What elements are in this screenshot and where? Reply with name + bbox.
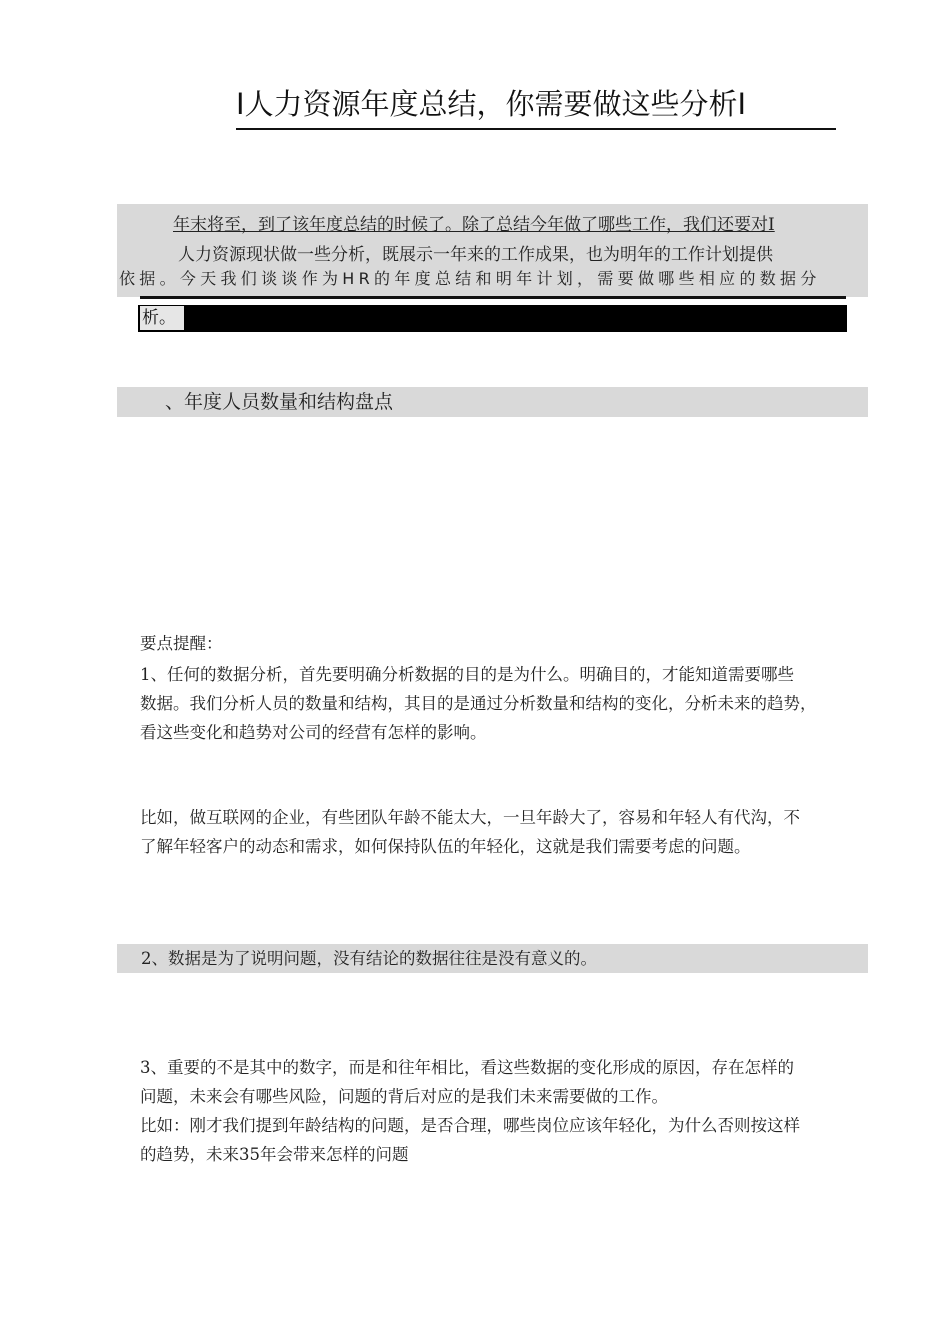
point-1-line-3: 看这些变化和趋势对公司的经营有怎样的影响。 xyxy=(140,723,487,742)
redaction-bar xyxy=(138,305,847,332)
point-1-line-2: 数据。我们分析人员的数量和结构，其目的是通过分析数量和结构的变化，分析未来的趋势， xyxy=(140,694,817,713)
point-3-line-4: 的趋势，未来35年会带来怎样的问题 xyxy=(140,1145,409,1164)
point-3-line-1: 3、重要的不是其中的数字，而是和往年相比，看这些数据的变化形成的原因，存在怎样的 xyxy=(140,1058,794,1077)
intro-box xyxy=(117,204,868,297)
point-3-line-3: 比如：刚才我们提到年龄结构的问题，是否合理，哪些岗位应该年轻化，为什么否则按这样 xyxy=(140,1116,800,1135)
example-1 xyxy=(140,803,875,861)
intro-line-2: 人力资源现状做一些分析，既展示一年来的工作成果，也为明年的工作计划提供 xyxy=(178,245,773,265)
point-1-line-1: 1、任何的数据分析，首先要明确分析数据的目的是为什么。明确目的，才能知道需要哪些 xyxy=(140,665,794,684)
intro-line-4: 析。 xyxy=(140,306,184,330)
intro-divider xyxy=(140,296,846,299)
intro-line-3: 依据。今天我们谈谈作为HR的年度总结和明年计划，需要做哪些相应的数据分 xyxy=(119,269,821,288)
point-1 xyxy=(140,660,875,747)
example-1-line-2: 了解年轻客户的动态和需求，如何保持队伍的年轻化，这就是我们需要考虑的问题。 xyxy=(140,837,751,856)
point-2-band xyxy=(117,944,868,973)
key-points-label: 要点提醒： xyxy=(140,634,223,653)
document-title: I人力资源年度总结，你需要做这些分析I xyxy=(236,82,836,130)
section-heading-1 xyxy=(117,387,868,417)
point-3-line-2: 问题，未来会有哪些风险，问题的背后对应的是我们未来需要做的工作。 xyxy=(140,1087,668,1106)
point-2-text: 2、数据是为了说明问题，没有结论的数据往往是没有意义的。 xyxy=(141,949,597,968)
example-1-line-1: 比如，做互联网的企业，有些团队年龄不能太大，一旦年龄大了，容易和年轻人有代沟，不 xyxy=(140,808,800,827)
intro-line-1: 年末将至，到了该年度总结的时候了。除了总结今年做了哪些工作，我们还要对I xyxy=(173,215,775,235)
section-heading-1-text: 、年度人员数量和结构盘点 xyxy=(165,391,394,413)
point-3 xyxy=(140,1053,875,1169)
